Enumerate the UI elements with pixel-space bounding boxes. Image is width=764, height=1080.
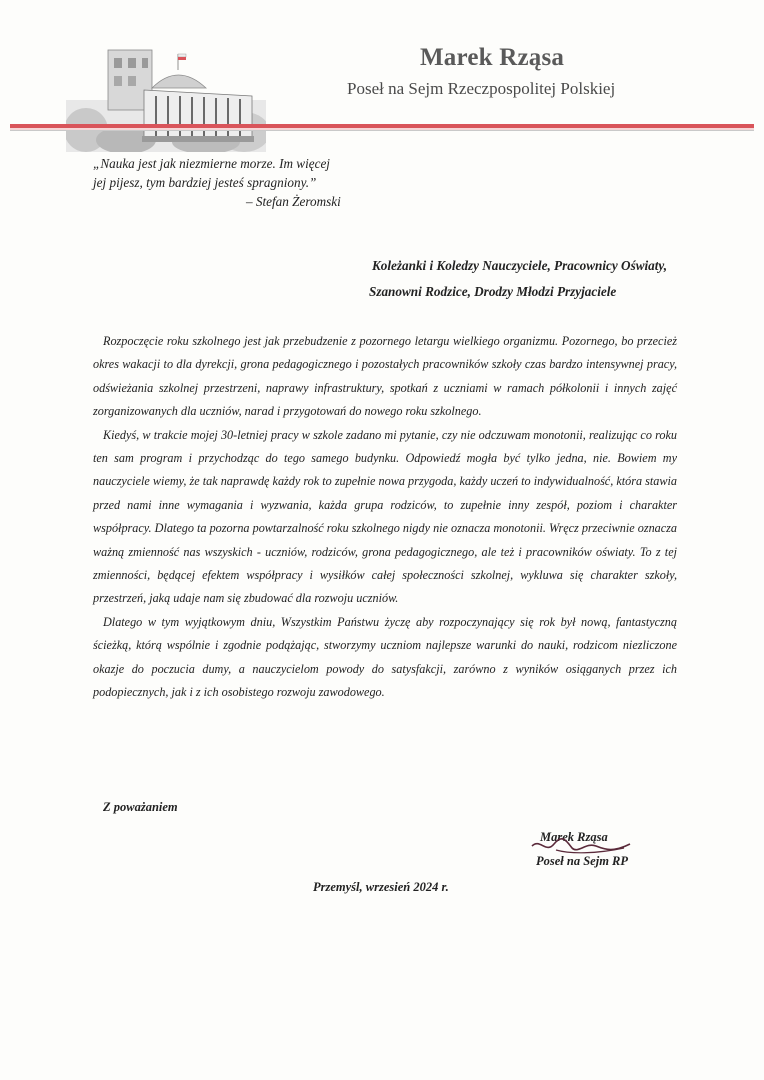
header-name: Marek Rząsa <box>420 44 565 71</box>
header-stripe-grey <box>10 130 754 131</box>
quote-author: – Stefan Żeromski <box>246 194 341 209</box>
epigraph-quote <box>93 154 373 192</box>
quote-line-2: jej pijesz, tym bardziej jesteś spragniony.” <box>93 175 317 190</box>
salutation-line-2: Szanowni Rodzice, Drodzy Młodzi Przyjaciele <box>369 284 617 299</box>
body-paragraph-1: Rozpoczęcie roku szkolnego jest jak przebudzenie z pozornego letargu wielkiego organizmu. Pozornego, bo przecież okres wakacji to dla dyrekcji, grona pedagogicznego i pozostałych pracowników szkoły czas bardzo intensywnej pracy, odświeżania szkolnej przestrzeni, naprawy infrastruktury, spotkań z uczniami w ramach półkolonii i innych zajęć zorganizowanych dla uczniów, narad i przygotowań do nowego roku szkolnego. <box>93 334 677 419</box>
header-subtitle: Poseł na Sejm Rzeczpospolitej Polskiej <box>347 79 616 98</box>
sejm-building-illustration <box>66 40 266 152</box>
signature-title: Poseł na Sejm RP <box>536 854 629 868</box>
salutation-line-1: Koleżanki i Koledzy Nauczyciele, Pracownicy Oświaty, <box>372 258 668 273</box>
place-date: Przemyśl, wrzesień 2024 r. <box>313 880 449 894</box>
body-paragraph-2: Kiedyś, w trakcie mojej 30-letniej pracy w szkole zadano mi pytanie, czy nie odczuwam monotonii, realizując co roku ten sam program i przychodząc do tego samego budynku. Odpowiedź mogła być tylko jedna, nie. Bowiem my nauczyciele wiemy, że tak naprawdę każdy rok to zupełnie nowa przygoda, każdy uczeń to indywidualność, która stawia przed nami inne wymagania i wyzwania, każda grupa rodziców, to zupełnie inny zespół, poziom i charakter współpracy. Dlatego ta pozorna powtarzalność roku szkolnego nigdy nie oznacza monotonii. Wręcz przeciwnie oznacza ważną zmienność nas wszyskich - uczniów, rodziców, grona pedagogicznego, ale też i pracowników oświaty. To z tej zmienności, będącej efektem współpracy i wysiłków całej społeczności szkolnej, wykluwa się charakter szkoły, przestrzeń, jaką udaje nam się zbudować dla rozwoju uczniów. <box>93 427 677 606</box>
closing-phrase: Z poważaniem <box>103 800 178 814</box>
signature-name: Marek Rząsa <box>540 830 608 844</box>
body-paragraph-3: Dlatego w tym wyjątkowym dniu, Wszystkim Państwu życzę aby rozpoczynający się rok był nową, fantastyczną ścieżką, którą wspólnie i zgodnie podążając, stworzymy uczniom najlepsze warunki do nauki, rodzicom niezliczone okazje do poczucia dumy, a nauczycielom powody do satysfakcji, zarówno z wyników osiąganych przez ich podopiecznych, jak i z ich osobistego rozwoju zawodowego. <box>93 614 677 700</box>
quote-line-1: „Nauka jest jak niezmierne morze. Im więcej <box>93 156 330 171</box>
letter-body <box>93 330 677 705</box>
